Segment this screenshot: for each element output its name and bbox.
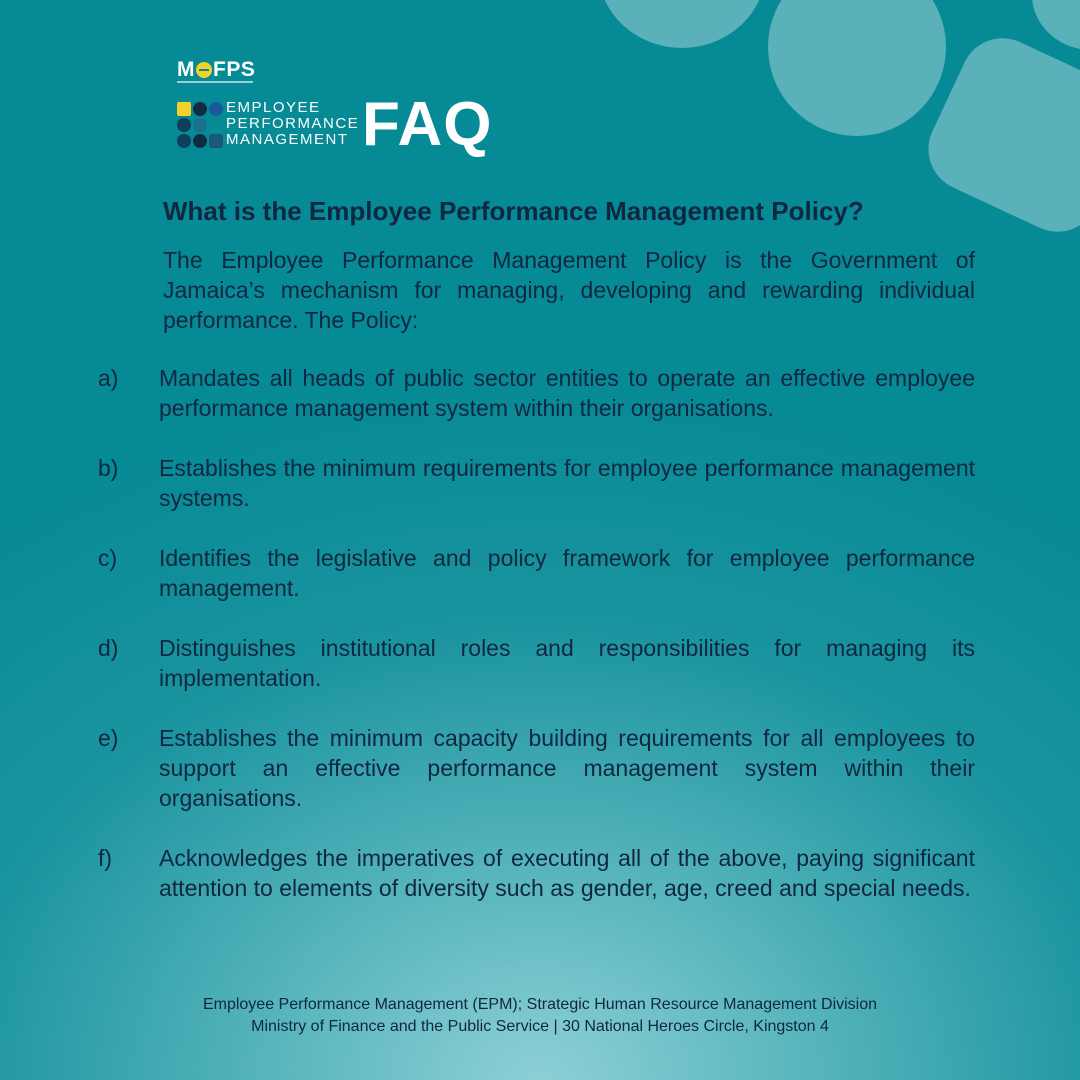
epm-line: PERFORMANCE [226,115,360,132]
list-item-text: Acknowledges the imperatives of executing all of the above, paying significant attention to elements of diversity such as gender, age, creed and special needs. [159,845,975,901]
page-footer [0,994,1080,1038]
list-item-letter: f) [98,845,113,871]
list-item-letter: a) [98,365,119,391]
list-item-text: Establishes the minimum capacity building requirements for all employees to support an effective performance management system within their organisations. [159,725,975,811]
grid-dot [193,118,207,132]
list-item-text: Establishes the minimum requirements for employee performance management systems. [159,455,975,511]
list-item-letter: b) [98,455,119,481]
logo-text-fps: FPS [213,58,256,81]
grid-dot [177,118,191,132]
grid-dot [193,102,207,116]
logo-emblem-icon [196,62,212,78]
list-item-text: Identifies the legislative and policy framework for employee performance management. [159,545,975,601]
footer-line: Employee Performance Management (EPM); Strategic Human Resource Management Division [202,996,878,1013]
footer-line: Ministry of Finance and the Public Service | 30 National Heroes Circle, Kingston 4 [251,1018,829,1035]
grid-dot [209,118,223,132]
grid-dot [209,134,223,148]
logo-text-m: M [177,58,195,81]
decorative-circle [598,0,766,48]
epm-line: MANAGEMENT [226,131,349,148]
page-title: FAQ [362,90,493,159]
faq-question: What is the Employee Performance Management Policy? [163,196,864,226]
grid-dot [177,134,191,148]
list-item-letter: c) [98,545,118,571]
epm-wordmark [226,100,359,148]
list-item-text: Mandates all heads of public sector entities to operate an effective employee performance management system within their organisations. [159,365,975,421]
logo-tagline-line [177,81,253,83]
grid-dot [177,102,191,116]
faq-intro: The Employee Performance Management Policy is the Government of Jamaica’s mechanism for managing, developing and rewarding individual performance. The Policy: [163,247,975,333]
decorative-circle [768,0,946,136]
list-item-text: Distinguishes institutional roles and responsibilities for managing its implementation. [159,635,975,691]
list-item-letter: e) [98,725,119,751]
mofps-logo [177,58,255,82]
decorative-circle [1032,0,1080,50]
list-item-letter: d) [98,635,119,661]
grid-dot [209,102,223,116]
epm-dot-grid-icon [177,102,223,148]
epm-line: EMPLOYEE [226,99,321,116]
grid-dot [193,134,207,148]
